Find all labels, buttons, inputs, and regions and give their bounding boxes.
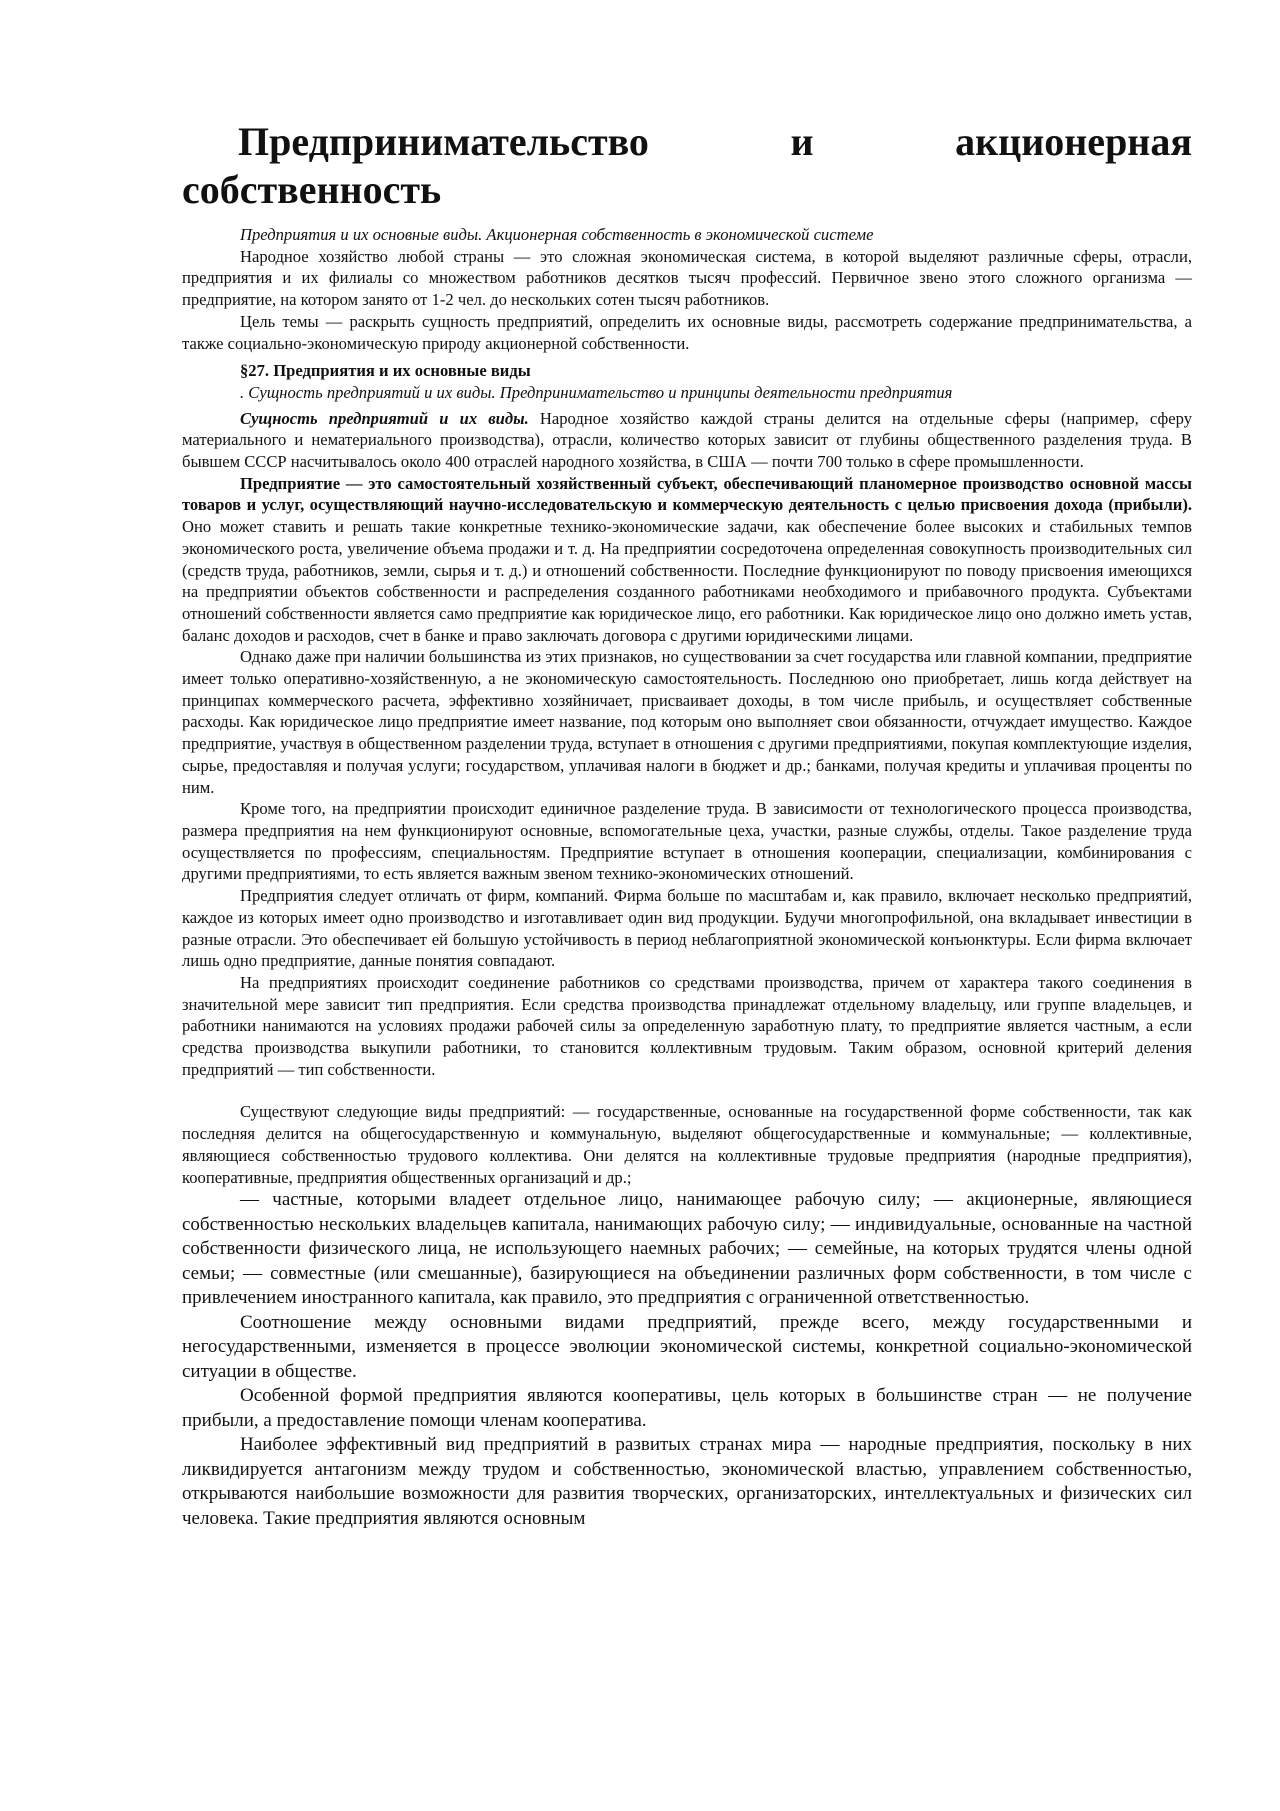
subtitle: Предприятия и их основные виды. Акционерная собственность в экономической системе [240,225,874,244]
paragraph-spacer [182,1080,1192,1101]
page-title-continuation: собственность [182,167,442,212]
definition-paragraph [182,473,1192,647]
essence-lead: Сущность предприятий и их виды. [240,408,529,428]
peoples-enterprises-paragraph: Наиболее эффективный вид предприятий в развитых странах мира — народные предприятия, поскольку в них ликвидируется антагонизм между трудом и собственностью, экономической властью, управлением собственностью, открываются наибольшие возможности для развития творческих, организаторских, интеллектуальных и физических сил человека. Такие предприятия являются основным [182,1434,1192,1529]
page-title: Предпринимательство и акционерная [238,119,1192,164]
essence-text: Народное хозяйство каждой страны делится на отдельные сферы (например, сферу материального и нематериального производства), отрасли, количество которых зависит от глубины общественного разделения труда. В бывшем СССР насчитывалось около 400 отраслей народного хозяйства, в США — почти 700 только в сфере промышленности. [182,408,1192,472]
types-paragraph: Существуют следующие виды предприятий: — государственные, основанные на государственной форме собственности, так как последняя делится на общегосударственную и коммунальную, выделяют общегосударственные и коммунальные; — коллективные, являющиеся собственностью трудового коллектива. Они делятся на коллективные трудовые предприятия (народные предприятия), кооперативные, предприятия общественных организаций и др.; [182,1102,1192,1187]
intro-paragraph-2: Цель темы — раскрыть сущность предприятий, определить их основные виды, рассмотреть содержание предпринимательства, а также социально-экономическую природу акционерной собственности. [182,311,1192,353]
essence-paragraph [182,408,1192,473]
section-subheading: . Сущность предприятий и их виды. Предпринимательство и принципы деятельности предприятия [240,382,953,402]
body-paragraph-2: Кроме того, на предприятии происходит единичное разделение труда. В зависимости от технологического процесса производства, размера предприятия на нем функционируют основные, вспомогательные цеха, участки, разные службы, отделы. Такое разделение труда осуществляется по профессиям, специальностям. Предприятие вступает в отношения кооперации, специализации, комбинирования с другими предприятиями, то есть является важным звеном технико-экономических отношений. [182,799,1192,884]
body-paragraph-1: Однако даже при наличии большинства из этих признаков, но существовании за счет государства или главной компании, предприятие имеет только оперативно-хозяйственную, а не экономическую самостоятельность. Последнюю оно приобретает, лишь когда действует на принципах коммерческого расчета, эффективно хозяйничает, присваивает доходы, в том числе прибыль, и осуществляет собственные расходы. Как юридическое лицо предприятие имеет название, под которым оно выполняет свои обязанности, отчуждает имущество. Каждое предприятие, участвуя в общественном разделении труда, вступает в отношения с другими предприятиями, покупая комплектующие изделия, сырье, предоставляя и получая услуги; государством, уплачивая налоги в бюджет и др.; банками, получая кредиты и уплачивая проценты по ним. [182,647,1192,797]
intro-paragraph-1: Народное хозяйство любой страны — это сложная экономическая система, в которой выделяют различные сферы, отрасли, предприятия и их филиалы со множеством работников десятков тысяч профессий. Первичное звено этого сложного организма — предприятие, на котором занято от 1-2 чел. до нескольких сотен тысяч работников. [182,246,1192,310]
cooperatives-paragraph: Особенной формой предприятия являются кооперативы, цель которых в большинстве стран — не получение прибыли, а предоставление помощи членам кооператива. [182,1385,1192,1431]
body-paragraph-4: На предприятиях происходит соединение работников со средствами производства, причем от характера такого соединения в значительной мере зависит тип предприятия. Если средства производства принадлежат отдельному владельцу, или группе владельцев, и работники нанимаются на условиях продажи рабочей силы за определенную заработную плату, то предприятие является частным, а если средства производства выкупили работники, то становится коллективным трудовым. Таким образом, основной критерий деления предприятий — тип собственности. [182,972,1192,1079]
types-continuation-paragraph: — частные, которыми владеет отдельное лицо, нанимающее рабочую силу; — акционерные, являющиеся собственностью нескольких владельцев капитала, нанимающих рабочую силу; — индивидуальные, основанные на частной собственности физического лица, не использующего наемных рабочих; — семейные, на которых трудятся члены одной семьи; — совместные (или смешанные), базирующиеся на объединении различных форм собственности, в том числе с привлечением иностранного капитала, как правило, это предприятия с ограниченной ответственностью. [182,1189,1192,1309]
ratio-paragraph: Соотношение между основными видами предприятий, прежде всего, между государственными и негосударственными, изменяется в процессе эволюции экономической системы, конкретной социально-экономической ситуации в обществе. [182,1311,1192,1382]
definition-lead: Предприятие — это самостоятельный хозяйственный субъект, обеспечивающий планомерное производство основной массы товаров и услуг, осуществляющий научно-исследовательскую и коммерческую деятельность с целью присвоения дохода (прибыли). [182,473,1192,515]
definition-text: Оно может ставить и решать такие конкретные технико-экономические задачи, как обеспечение более высоких и стабильных темпов экономического роста, увеличение объема продажи и т. д. На предприятии сосредоточена определенная совокупность производительных сил (средств труда, работников, земли, сырья и т. д.) и отношений собственности. Последние функционируют по поводу присвоения имеющихся на предприятии объектов собственности и распределения созданного работниками необходимого и прибавочного продукта. Субъектами отношений собственности является само предприятие как юридическое лицо, его работники. Как юридическое лицо оно должно иметь устав, баланс доходов и расходов, счет в банке и право заключать договора с другими юридическими лицами. [182,517,1192,645]
document-page [182,118,1192,1531]
body-paragraph-3: Предприятия следует отличать от фирм, компаний. Фирма больше по масштабам и, как правило, включает несколько предприятий, каждое из которых имеет одно производство и изготавливает один вид продукции. Будучи многопрофильной, она вкладывает инвестиции в разные отрасли. Это обеспечивает ей большую устойчивость в период неблагоприятной экономической конъюнктуры. Если фирма включает лишь одно предприятие, данные понятия совпадают. [182,886,1192,971]
section-heading: §27. Предприятия и их основные виды [240,361,531,381]
